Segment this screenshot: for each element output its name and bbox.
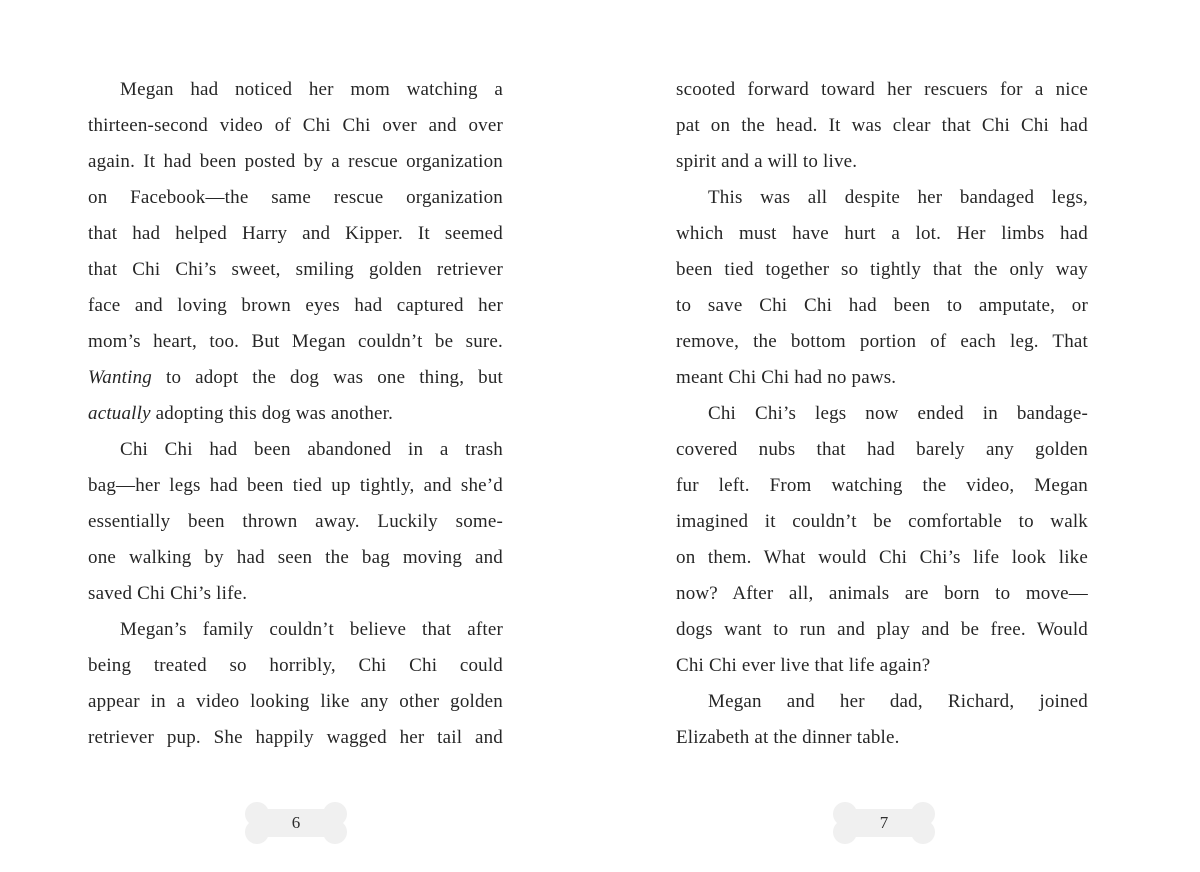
text-line: now? After all, animals are born to move— — [676, 583, 1088, 604]
text-line: bag—her legs had been tied up tightly, and she’d — [88, 475, 503, 496]
text-line: scooted forward toward her rescuers for a nice — [676, 79, 1088, 100]
text-line: being treated so horribly, Chi Chi could — [88, 655, 503, 676]
text-line: appear in a video looking like any other golden — [88, 691, 503, 712]
text-line: essentially been thrown away. Luckily some- — [88, 511, 503, 532]
page-number: 7 — [879, 813, 889, 832]
page-left-text — [88, 72, 503, 756]
text-line: pat on the head. It was clear that Chi Chi had — [676, 115, 1088, 136]
text-line: that Chi Chi’s sweet, smiling golden retriever — [88, 259, 503, 280]
text-line: Chi Chi had been abandoned in a trash — [120, 439, 503, 460]
text-line: Megan and her dad, Richard, joined — [708, 691, 1088, 712]
text-line: imagined it couldn’t be comfortable to walk — [676, 511, 1088, 532]
text-line: Wanting to adopt the dog was one thing, but — [88, 367, 503, 388]
text-line: This was all despite her bandaged legs, — [708, 187, 1088, 208]
text-line: Megan’s family couldn’t believe that after — [120, 619, 503, 640]
text-line: Elizabeth at the dinner table. — [676, 727, 900, 748]
text-line: meant Chi Chi had no paws. — [676, 367, 897, 388]
text-line: spirit and a will to live. — [676, 151, 858, 172]
text-line: remove, the bottom portion of each leg. That — [676, 331, 1088, 352]
text-line: mom’s heart, too. But Megan couldn’t be sure. — [88, 331, 503, 352]
text-line: saved Chi Chi’s life. — [88, 583, 248, 604]
text-line: on them. What would Chi Chi’s life look like — [676, 547, 1088, 568]
text-line: Chi Chi ever live that life again? — [676, 655, 931, 676]
page-right — [600, 0, 1200, 872]
page-right-text — [676, 72, 1088, 756]
text-line: one walking by had seen the bag moving and — [88, 547, 503, 568]
text-line: dogs want to run and play and be free. Would — [676, 619, 1088, 640]
text-line: again. It had been posted by a rescue organization — [88, 151, 503, 172]
page-left-folio — [244, 801, 348, 845]
text-line: which must have hurt a lot. Her limbs had — [676, 223, 1088, 244]
text-line: fur left. From watching the video, Megan — [676, 475, 1088, 496]
page-right-folio — [832, 801, 936, 845]
text-line: been tied together so tightly that the only way — [676, 259, 1088, 280]
text-line: actually adopting this dog was another. — [88, 403, 394, 424]
text-line: to save Chi Chi had been to amputate, or — [676, 295, 1088, 316]
text-line: face and loving brown eyes had captured her — [88, 295, 503, 316]
text-line: on Facebook—the same rescue organization — [88, 187, 503, 208]
text-line: covered nubs that had barely any golden — [676, 439, 1088, 460]
text-line: that had helped Harry and Kipper. It seemed — [88, 223, 503, 244]
text-line: Chi Chi’s legs now ended in bandage- — [708, 403, 1088, 424]
text-line: thirteen-second video of Chi Chi over and over — [88, 115, 503, 136]
page-number: 6 — [291, 813, 301, 832]
text-line: Megan had noticed her mom watching a — [120, 79, 503, 100]
text-line: retriever pup. She happily wagged her tail and — [88, 727, 503, 748]
